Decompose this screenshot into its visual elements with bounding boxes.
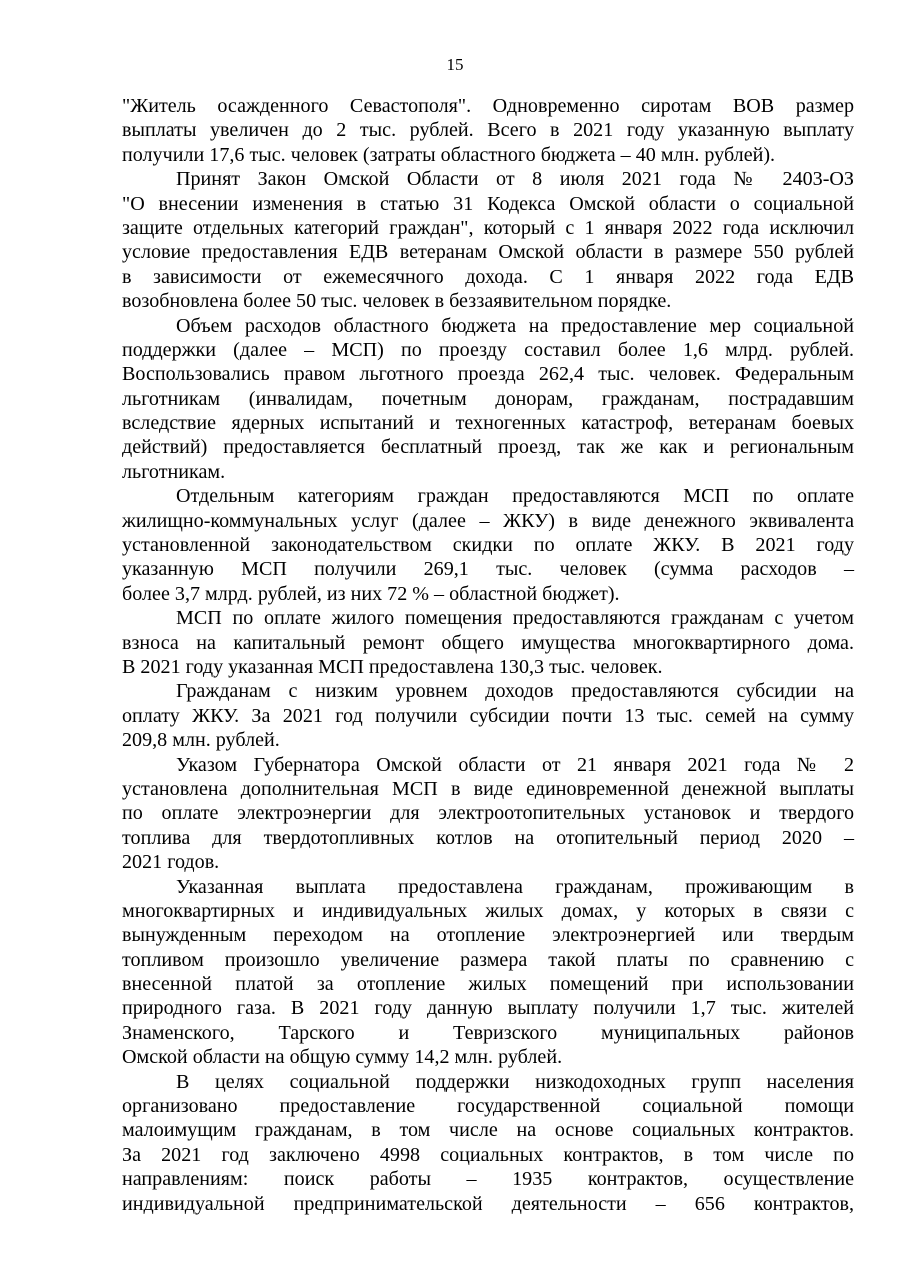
- text-line: защите отдельных категорий граждан", который с 1 января 2022 года исключил: [122, 216, 854, 239]
- text-line: За 2021 год заключено 4998 социальных контрактов, в том числе по: [122, 1143, 854, 1166]
- text-line: 209,8 млн. рублей.: [122, 729, 280, 752]
- text-line: Указанная выплата предоставлена гражданам, проживающим в: [176, 875, 854, 898]
- text-line: "Житель осажденного Севастополя". Одновременно сиротам ВОВ размер: [122, 95, 854, 117]
- text-line: жилищно-коммунальных услуг (далее – ЖКУ) в виде денежного эквивалента: [122, 509, 854, 532]
- text-line: вынужденным переходом на отопление электроэнергией или твердым: [122, 924, 854, 947]
- text-line: природного газа. В 2021 году данную выплату получили 1,7 тыс. жителей: [122, 997, 854, 1020]
- text-line: Гражданам с низким уровнем доходов предоставляются субсидии на: [176, 680, 854, 703]
- page-number: 15: [446, 55, 464, 74]
- text-line: 2021 годов.: [122, 851, 220, 874]
- text-line: более 3,7 млрд. рублей, из них 72 % – областной бюджет).: [122, 582, 620, 605]
- text-line: Знаменского, Тарского и Тевризского муниципальных районов: [122, 1021, 854, 1044]
- text-line: получили 17,6 тыс. человек (затраты областного бюджета – 40 млн. рублей).: [122, 143, 776, 166]
- text-line: малоимущим гражданам, в том числе на основе социальных контрактов.: [122, 1119, 854, 1142]
- text-line: в зависимости от ежемесячного дохода. С 1 января 2022 года ЕДВ: [122, 265, 854, 288]
- text-line: указанную МСП получили 269,1 тыс. человек (сумма расходов –: [122, 558, 854, 581]
- text-line: Омской области на общую сумму 14,2 млн. рублей.: [122, 1046, 563, 1069]
- text-line: топлива для твердотопливных котлов на отопительный период 2020 –: [122, 826, 854, 849]
- text-line: Отдельным категориям граждан предоставляются МСП по оплате: [176, 485, 854, 508]
- paragraph: [122, 875, 854, 1070]
- text-line: установленной законодательством скидки по оплате ЖКУ. В 2021 году: [122, 534, 854, 557]
- text-line: действий) предоставляется бесплатный проезд, так же как и региональным: [122, 436, 854, 459]
- text-line: топливом произошло увеличение размера такой платы по сравнению с: [122, 948, 854, 971]
- text-line: взноса на капитальный ремонт общего имущества многоквартирного дома.: [122, 631, 854, 654]
- text-line: условие предоставления ЕДВ ветеранам Омской области в размере 550 рублей: [122, 241, 854, 264]
- text-line: по оплате электроэнергии для электроотопительных установок и твердого: [122, 802, 854, 825]
- paragraph: [122, 753, 854, 875]
- text-line: оплату ЖКУ. За 2021 год получили субсидии почти 13 тыс. семей на сумму: [122, 704, 854, 727]
- text-line: многоквартирных и индивидуальных жилых домах, у которых в связи с: [122, 899, 854, 922]
- text-line: Объем расходов областного бюджета на предоставление мер социальной: [176, 314, 854, 337]
- text-line: вследствие ядерных испытаний и техногенных катастроф, ветеранам боевых: [122, 412, 854, 435]
- paragraph: [122, 679, 854, 752]
- text-line: "О внесении изменения в статью 31 Кодекса Омской области о социальной: [122, 192, 854, 215]
- text-line: Воспользовались правом льготного проезда 262,4 тыс. человек. Федеральным: [122, 363, 854, 386]
- paragraph: [122, 167, 854, 313]
- document-body: [122, 94, 854, 1216]
- paragraph: [122, 606, 854, 679]
- text-line: поддержки (далее – МСП) по проезду составил более 1,6 млрд. рублей.: [122, 338, 854, 361]
- text-line: организовано предоставление государственной социальной помощи: [122, 1095, 854, 1118]
- text-line: МСП по оплате жилого помещения предоставляются гражданам с учетом: [176, 607, 854, 630]
- text-line: льготникам (инвалидам, почетным донорам, гражданам, пострадавшим: [122, 387, 854, 410]
- text-line: льготникам.: [122, 460, 226, 483]
- text-line: В целях социальной поддержки низкодоходных групп населения: [176, 1070, 854, 1093]
- text-line: В 2021 году указанная МСП предоставлена 130,3 тыс. человек.: [122, 655, 663, 678]
- text-line: установлена дополнительная МСП в виде единовременной денежной выплаты: [122, 777, 854, 800]
- paragraph: [122, 94, 854, 167]
- text-line: выплаты увеличен до 2 тыс. рублей. Всего в 2021 году указанную выплату: [122, 119, 854, 142]
- paragraph: [122, 1070, 854, 1216]
- paragraph: [122, 484, 854, 606]
- text-line: внесенной платой за отопление жилых помещений при использовании: [122, 973, 854, 996]
- text-line: Принят Закон Омской Области от 8 июля 2021 года № 2403-ОЗ: [176, 168, 854, 191]
- paragraph: [122, 314, 854, 485]
- text-line: возобновлена более 50 тыс. человек в беззаявительном порядке.: [122, 290, 672, 313]
- text-line: Указом Губернатора Омской области от 21 января 2021 года № 2: [176, 753, 854, 776]
- text-line: направлениям: поиск работы – 1935 контрактов, осуществление: [122, 1168, 854, 1191]
- text-line: индивидуальной предпринимательской деятельности – 656 контрактов,: [122, 1192, 854, 1215]
